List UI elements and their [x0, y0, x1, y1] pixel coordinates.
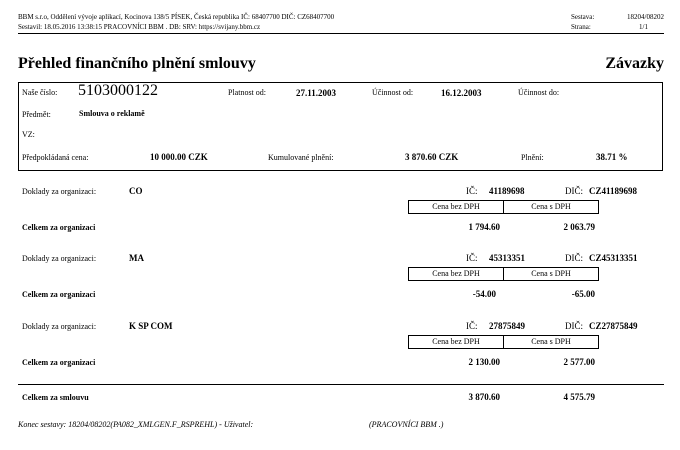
page-title: Přehled finančního plnění smlouvy: [18, 55, 256, 72]
nase-cislo-label: Naše číslo:: [22, 88, 58, 97]
cena-bez-dph-header: Cena bez DPH: [408, 335, 504, 349]
cena-bez-dph-header: Cena bez DPH: [408, 200, 504, 214]
org-name: CO: [129, 186, 143, 196]
celkem-org-bez: 2 130.00: [468, 357, 500, 367]
org-dic-label: DIČ:: [565, 321, 583, 331]
ucinnost-od-value: 16.12.2003: [441, 88, 482, 98]
plneni-value: 38.71 %: [596, 152, 628, 162]
plneni-label: Plnění:: [521, 153, 544, 162]
org-dic-value: CZ27875849: [589, 321, 638, 331]
celkem-org-label: Celkem za organizaci: [22, 223, 96, 232]
footer-user: (PRACOVNÍCI BBM .): [369, 420, 444, 429]
org-ic-value: 41189698: [489, 186, 525, 196]
strana-label: Strana:: [571, 23, 591, 31]
konec-sestavy: Konec sestavy: 18204/08202(PA082_XMLGEN.F_RSPREHL) - Uživatel:: [18, 420, 254, 429]
cena-s-dph-header: Cena s DPH: [503, 200, 599, 214]
predpokladana-value: 10 000.00 CZK: [150, 152, 208, 162]
predmet-label: Předmět:: [22, 110, 51, 119]
org-name: K SP COM: [129, 321, 173, 331]
org-doklady-label: Doklady za organizaci:: [22, 187, 97, 196]
sestava-label: Sestava:: [571, 13, 595, 21]
org-dic-value: CZ41189698: [589, 186, 638, 196]
org-ic-label: IČ:: [466, 186, 478, 196]
platnost-od-value: 27.11.2003: [296, 88, 337, 98]
sestava-value: 18204/08202: [627, 13, 664, 21]
cena-s-dph-header: Cena s DPH: [503, 335, 599, 349]
strana-value: 1/1: [639, 23, 648, 31]
total-divider: [18, 384, 664, 385]
predpokladana-label: Předpokládaná cena:: [22, 153, 89, 162]
org-doklady-label: Doklady za organizaci:: [22, 254, 97, 263]
celkem-org-s: 2 063.79: [563, 222, 595, 232]
org-dic-label: DIČ:: [565, 186, 583, 196]
org-doklady-label: Doklady za organizaci:: [22, 322, 97, 331]
page-title-right: Závazky: [605, 55, 664, 72]
org-ic-label: IČ:: [466, 321, 478, 331]
contract-number: 5103000122: [78, 82, 158, 99]
kumulovane-value: 3 870.60 CZK: [405, 152, 459, 162]
org-ic-value: 27875849: [489, 321, 525, 331]
ucinnost-do-label: Účinnost do:: [518, 88, 560, 97]
org-name: MA: [129, 253, 144, 263]
celkem-org-s: -65.00: [571, 289, 595, 299]
cena-s-dph-header: Cena s DPH: [503, 267, 599, 281]
org-ic-value: 45313351: [489, 253, 525, 263]
predmet-value: Smlouva o reklamě: [79, 109, 145, 118]
celkem-smlouvu-bez: 3 870.60: [468, 392, 500, 402]
celkem-smlouvu-s: 4 575.79: [563, 392, 595, 402]
vz-label: VZ:: [22, 130, 35, 139]
header-divider: [18, 33, 664, 34]
org-ic-label: IČ:: [466, 253, 478, 263]
org-dic-value: CZ45313351: [589, 253, 638, 263]
platnost-od-label: Platnost od:: [228, 88, 267, 97]
company-line: BBM s.r.o, Oddělení vývoje aplikací, Kocinova 138/5 PÍSEK, Česká republika IČ: 68407700 DIČ: CZ68407700: [18, 13, 335, 21]
org-dic-label: DIČ:: [565, 253, 583, 263]
celkem-org-bez: -54.00: [472, 289, 496, 299]
celkem-org-bez: 1 794.60: [468, 222, 500, 232]
ucinnost-od-label: Účinnost od:: [372, 88, 414, 97]
cena-bez-dph-header: Cena bez DPH: [408, 267, 504, 281]
kumulovane-label: Kumulované plnění:: [268, 153, 334, 162]
celkem-smlouvu-label: Celkem za smlouvu: [22, 393, 89, 402]
celkem-org-label: Celkem za organizaci: [22, 290, 96, 299]
celkem-org-label: Celkem za organizaci: [22, 358, 96, 367]
celkem-org-s: 2 577.00: [563, 357, 595, 367]
generated-line: Sestavil: 18.05.2016 13:38:15 PRACOVNÍCI BBM . DB: SRV: https://svijany.bbm.cz: [18, 23, 261, 31]
